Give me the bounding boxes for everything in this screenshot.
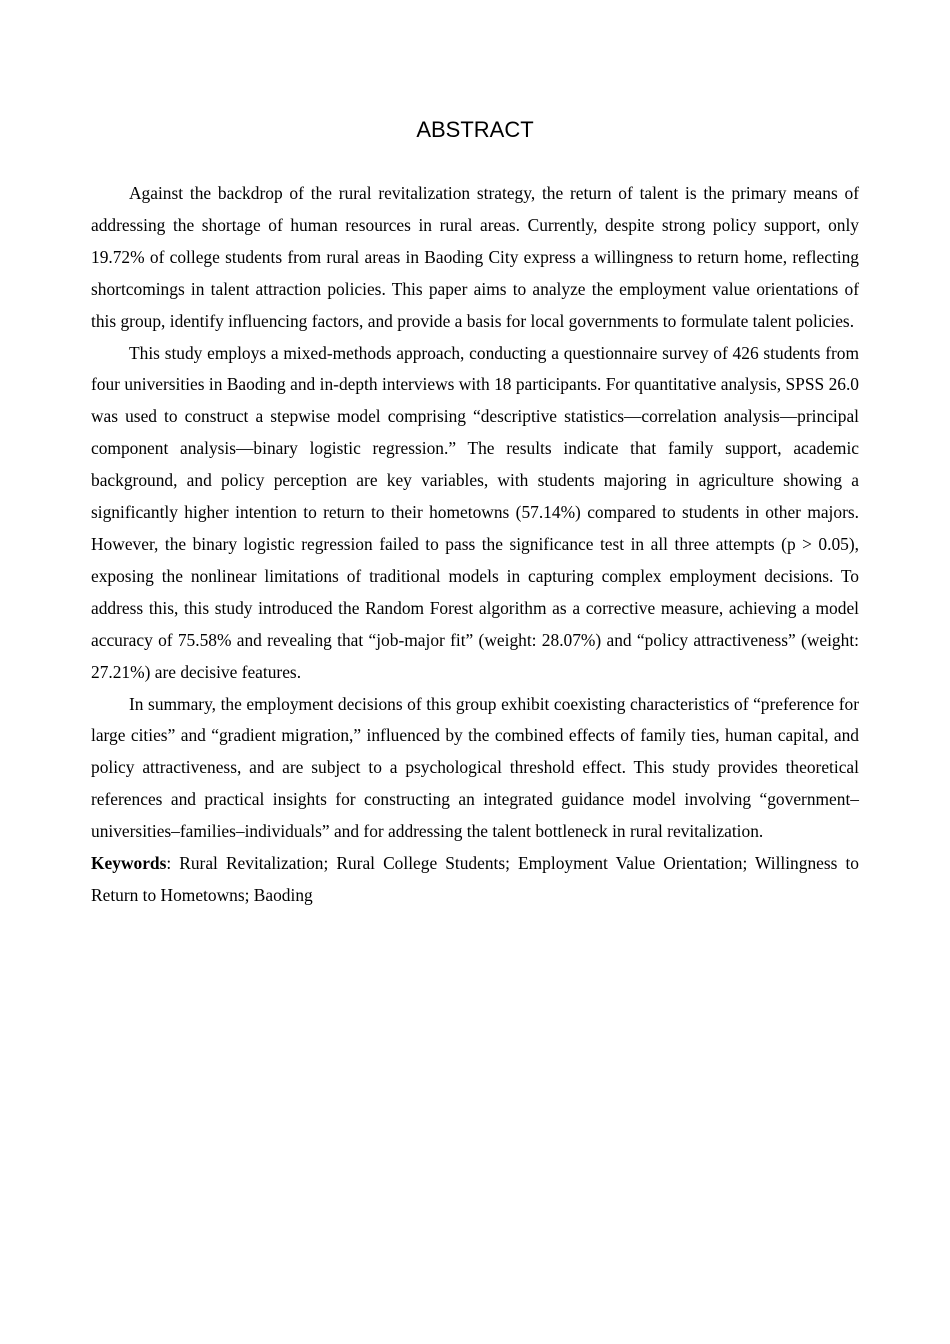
abstract-body (91, 178, 859, 912)
keywords-separator: : (166, 853, 180, 874)
keywords-label: Keywords (91, 853, 167, 874)
abstract-paragraph-1: Against the backdrop of the rural revitalization strategy, the return of talent is the primary means of addressing the shortage of human resources in rural areas. Currently, despite strong policy support, only 19.72% of college students from rural areas in Baoding City express a willingness to return home, reflecting shortcomings in talent attraction policies. This paper aims to analyze the employment value orientations of this group, identify influencing factors, and provide a basis for local governments to formulate talent policies. (91, 183, 859, 331)
abstract-paragraph-3: In summary, the employment decisions of this group exhibit coexisting characteristics of “preference for large cities” and “gradient migration,” influenced by the combined effects of family ties, human capital, and policy attractiveness, and are subject to a psychological threshold effect. This study provides theoretical references and practical insights for constructing an integrated guidance model involving “government–universities–families–individuals” and for addressing the talent bottleneck in rural revitalization. (91, 693, 859, 842)
keywords-line (91, 848, 859, 912)
abstract-paragraph-2: This study employs a mixed-methods approach, conducting a questionnaire survey of 426 students from four universities in Baoding and in-depth interviews with 18 participants. For quantitative analysis, SPSS 26.0 was used to construct a stepwise model comprising “descriptive statistics—correlation analysis—principal component analysis—binary logistic regression.” The results indicate that family support, academic background, and policy perception are key variables, with students majoring in agriculture showing a significantly higher intention to return to their hometowns (57.14%) compared to students in other majors. However, the binary logistic regression failed to pass the significance test in all three attempts (p > 0.05), exposing the nonlinear limitations of traditional models in capturing complex employment decisions. To address this, this study introduced the Random Forest algorithm as a corrective measure, achieving a model accuracy of 75.58% and revealing that “job-major fit” (weight: 28.07%) and “policy attractiveness” (weight: 27.21%) are decisive features. (91, 342, 859, 682)
abstract-title: ABSTRACT (416, 117, 534, 142)
keywords-text: Rural Revitalization; Rural College Students; Employment Value Orientation; Willingness to Return to Hometowns; Baoding (91, 853, 859, 905)
